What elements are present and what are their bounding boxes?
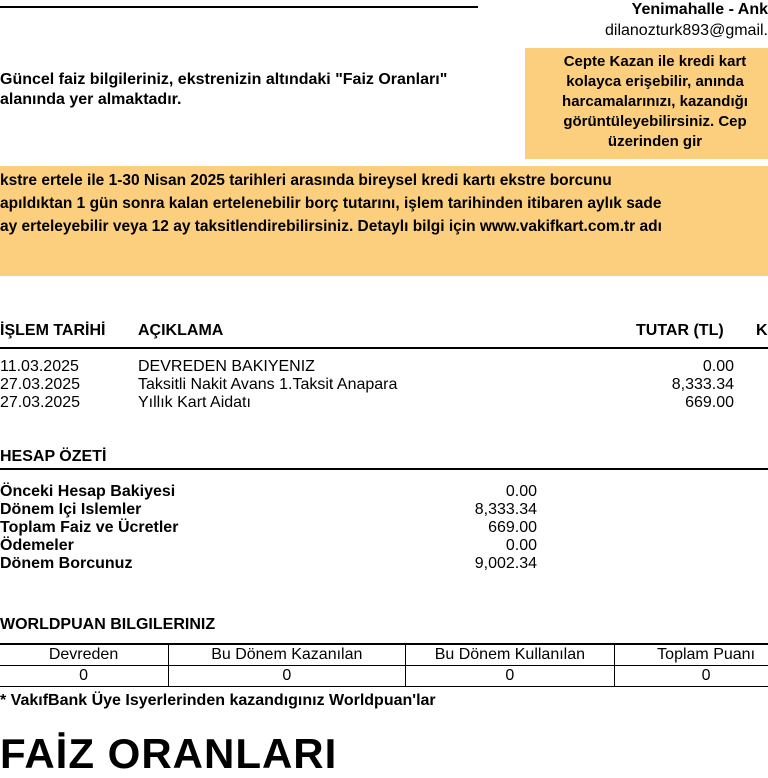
promo-line: üzerinden gir bbox=[607, 133, 703, 150]
transaction-date: 27.03.2025 bbox=[0, 394, 81, 411]
account-summary-title: HESAP ÖZETİ bbox=[0, 448, 107, 465]
promo-line: harcamalarınızı, kazandığı bbox=[562, 93, 748, 110]
worldpuan-header: Toplam Puanı bbox=[615, 644, 768, 666]
interest-info-text: Güncel faiz bilgileriniz, ekstrenizin altındaki "Faiz Oranları" alanında yer almaktadır. bbox=[0, 71, 448, 108]
ekstre-ertele-banner bbox=[0, 166, 768, 276]
transaction-description: Taksitli Nakit Avans 1.Taksit Anapara bbox=[138, 376, 398, 393]
promo-line: görüntüleyebilirsiniz. Cep bbox=[563, 113, 747, 130]
col-header-date: İŞLEM TARİHİ bbox=[0, 322, 106, 339]
banner-line: apıldıktan 1 gün sonra kalan ertelenebilir borç tutarını, işlem tarihinden itibaren aylık sade bbox=[0, 195, 662, 212]
transaction-amount: 0.00 bbox=[702, 358, 734, 375]
interest-rates-title: FAİZ ORANLARI bbox=[0, 730, 338, 777]
top-rule bbox=[0, 6, 478, 8]
transaction-description: DEVREDEN BAKIYENIZ bbox=[138, 358, 315, 375]
worldpuan-table bbox=[0, 643, 768, 687]
worldpuan-value: 0 bbox=[169, 666, 405, 687]
worldpuan-value: 0 bbox=[0, 666, 169, 687]
summary-label: Önceki Hesap Bakiyesi bbox=[0, 483, 176, 500]
worldpuan-header: Bu Dönem Kullanılan bbox=[405, 644, 615, 666]
transaction-date: 11.03.2025 bbox=[0, 358, 79, 375]
summary-label: Dönem Borcunuz bbox=[0, 555, 133, 572]
col-header-description: AÇIKLAMA bbox=[138, 322, 224, 339]
transaction-date: 27.03.2025 bbox=[0, 376, 81, 393]
summary-label: Toplam Faiz ve Ücretler bbox=[0, 519, 179, 536]
promo-line: kolayca erişebilir, anında bbox=[566, 73, 744, 90]
summary-value: 9,002.34 bbox=[474, 555, 537, 572]
worldpuan-value: 0 bbox=[405, 666, 615, 687]
account-summary-rule bbox=[0, 468, 768, 470]
cepte-kazan-promo-box bbox=[525, 48, 768, 159]
summary-value: 0.00 bbox=[505, 483, 537, 500]
summary-label: Dönem Içi Islemler bbox=[0, 501, 142, 518]
promo-line: Cepte Kazan ile kredi kart bbox=[563, 53, 747, 70]
summary-value: 8,333.34 bbox=[474, 501, 537, 518]
customer-email: dilanozturk893@gmail. bbox=[605, 22, 768, 39]
banner-line: kstre ertele ile 1-30 Nisan 2025 tarihleri arasında bireysel kredi kartı ekstre borcunu bbox=[0, 172, 612, 189]
summary-label: Ödemeler bbox=[0, 537, 74, 554]
banner-line: ay erteleyebilir veya 12 ay taksitlendirebilirsiniz. Detaylı bilgi için www.vakifkart.com.tr adı bbox=[0, 218, 662, 235]
summary-value: 0.00 bbox=[505, 537, 537, 554]
worldpuan-footnote: * VakıfBank Üye Isyerlerinden kazandıgınız Worldpuan'lar bbox=[0, 692, 436, 709]
worldpuan-value: 0 bbox=[615, 666, 768, 687]
transaction-description: Yıllık Kart Aidatı bbox=[138, 394, 251, 411]
customer-address: Yenimahalle - Ank bbox=[631, 1, 768, 18]
worldpuan-header: Devreden bbox=[0, 644, 169, 666]
transactions-header-rule bbox=[0, 347, 768, 349]
col-header-extra: K bbox=[756, 322, 768, 339]
transaction-amount: 669.00 bbox=[685, 394, 734, 411]
transaction-amount: 8,333.34 bbox=[671, 376, 734, 393]
summary-value: 669.00 bbox=[488, 519, 537, 536]
col-header-amount: TUTAR (TL) bbox=[636, 322, 724, 339]
worldpuan-title: WORLDPUAN BILGILERINIZ bbox=[0, 616, 216, 633]
worldpuan-header: Bu Dönem Kazanılan bbox=[169, 644, 405, 666]
